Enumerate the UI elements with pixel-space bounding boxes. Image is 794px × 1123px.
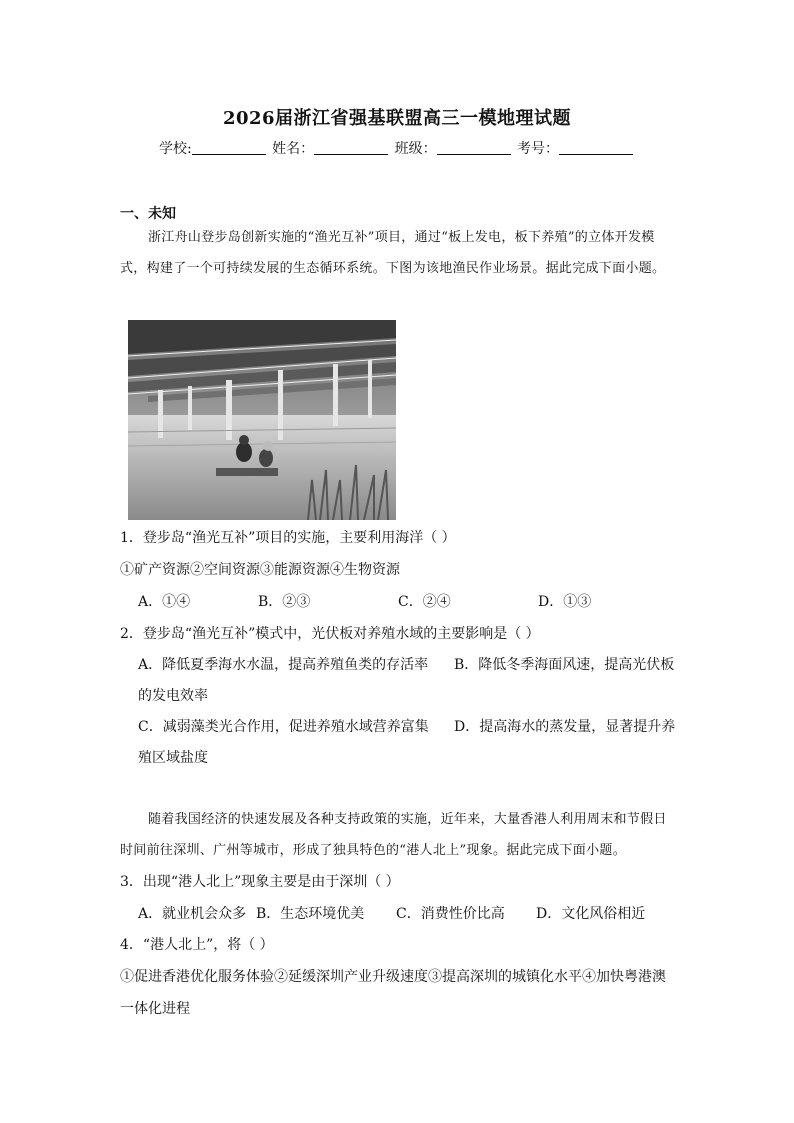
fishery-photo — [128, 320, 396, 520]
q1-option-d[interactable]: D．①③ — [538, 594, 592, 610]
question-1-options — [138, 586, 678, 618]
q1-option-c[interactable]: C．②④ — [398, 594, 451, 610]
q2-option-b-cont: 的发电效率 — [138, 688, 208, 704]
q3-option-c[interactable]: C．消费性价比高 — [396, 906, 505, 922]
class-blank[interactable] — [437, 140, 511, 155]
question-3-stem: 3．出现“港人北上”现象主要是由于深圳（ ） — [120, 874, 400, 890]
q3-option-d[interactable]: D．文化风俗相近 — [536, 906, 646, 922]
question-3-options — [138, 898, 678, 930]
q2-option-b[interactable]: B．降低冬季海面风速，提高光伏板 — [454, 657, 675, 673]
q3-option-a[interactable]: A．就业机会众多 — [138, 906, 247, 922]
name-blank[interactable] — [314, 140, 388, 155]
id-label: 考号： — [517, 141, 560, 157]
q1-option-b[interactable]: B．②③ — [258, 594, 311, 610]
passage-1: 浙江舟山登步岛创新实施的“渔光互补”项目，通过“板上发电，板下养殖”的立体开发模式，构建了一个可持续发展的生态循环系统。下图为该地渔民作业场景。据此完成下面小题。 — [120, 230, 666, 276]
section-heading: 一、未知 — [120, 206, 176, 222]
class-label: 班级： — [394, 141, 437, 157]
school-blank[interactable] — [192, 140, 266, 155]
question-4-stem: 4．“港人北上”，将（ ） — [120, 937, 274, 953]
question-4-choices-cont: 一体化进程 — [120, 1001, 190, 1017]
id-blank[interactable] — [559, 140, 633, 155]
solar-panel-scene-image — [128, 320, 396, 520]
name-label: 姓名： — [272, 141, 315, 157]
student-info-line — [0, 138, 794, 158]
q2-option-d-cont: 殖区域盐度 — [138, 750, 208, 766]
question-4-choices: ①促进香港优化服务体验②延缓深圳产业升级速度③提高深圳的城镇化水平④加快粤港澳 — [120, 969, 666, 985]
q2-option-c[interactable]: C．减弱藻类光合作用，促进养殖水域营养富集 — [138, 719, 429, 735]
passage-2: 随着我国经济的快速发展及各种支持政策的实施，近年来，大量香港人利用周末和节假日时间前往深圳、广州等城市，形成了独具特色的“港人北上”现象。据此完成下面小题。 — [120, 812, 667, 858]
question-1-stem: 1．登步岛“渔光互补”项目的实施，主要利用海洋（ ） — [120, 530, 456, 546]
q1-option-a[interactable]: A．①④ — [138, 594, 191, 610]
q2-option-d[interactable]: D．提高海水的蒸发量，显著提升养 — [454, 719, 676, 735]
exam-title: 2026届浙江省强基联盟高三一模地理试题 — [222, 108, 572, 129]
question-1-choices: ①矿产资源②空间资源③能源资源④生物资源 — [120, 562, 400, 578]
school-label: 学校: — [158, 141, 192, 157]
q3-option-b[interactable]: B．生态环境优美 — [256, 906, 365, 922]
q2-option-a[interactable]: A．降低夏季海水水温，提高养殖鱼类的存活率 — [138, 657, 429, 673]
question-2-stem: 2．登步岛“渔光互补”模式中，光伏板对养殖水域的主要影响是（ ） — [120, 626, 540, 642]
